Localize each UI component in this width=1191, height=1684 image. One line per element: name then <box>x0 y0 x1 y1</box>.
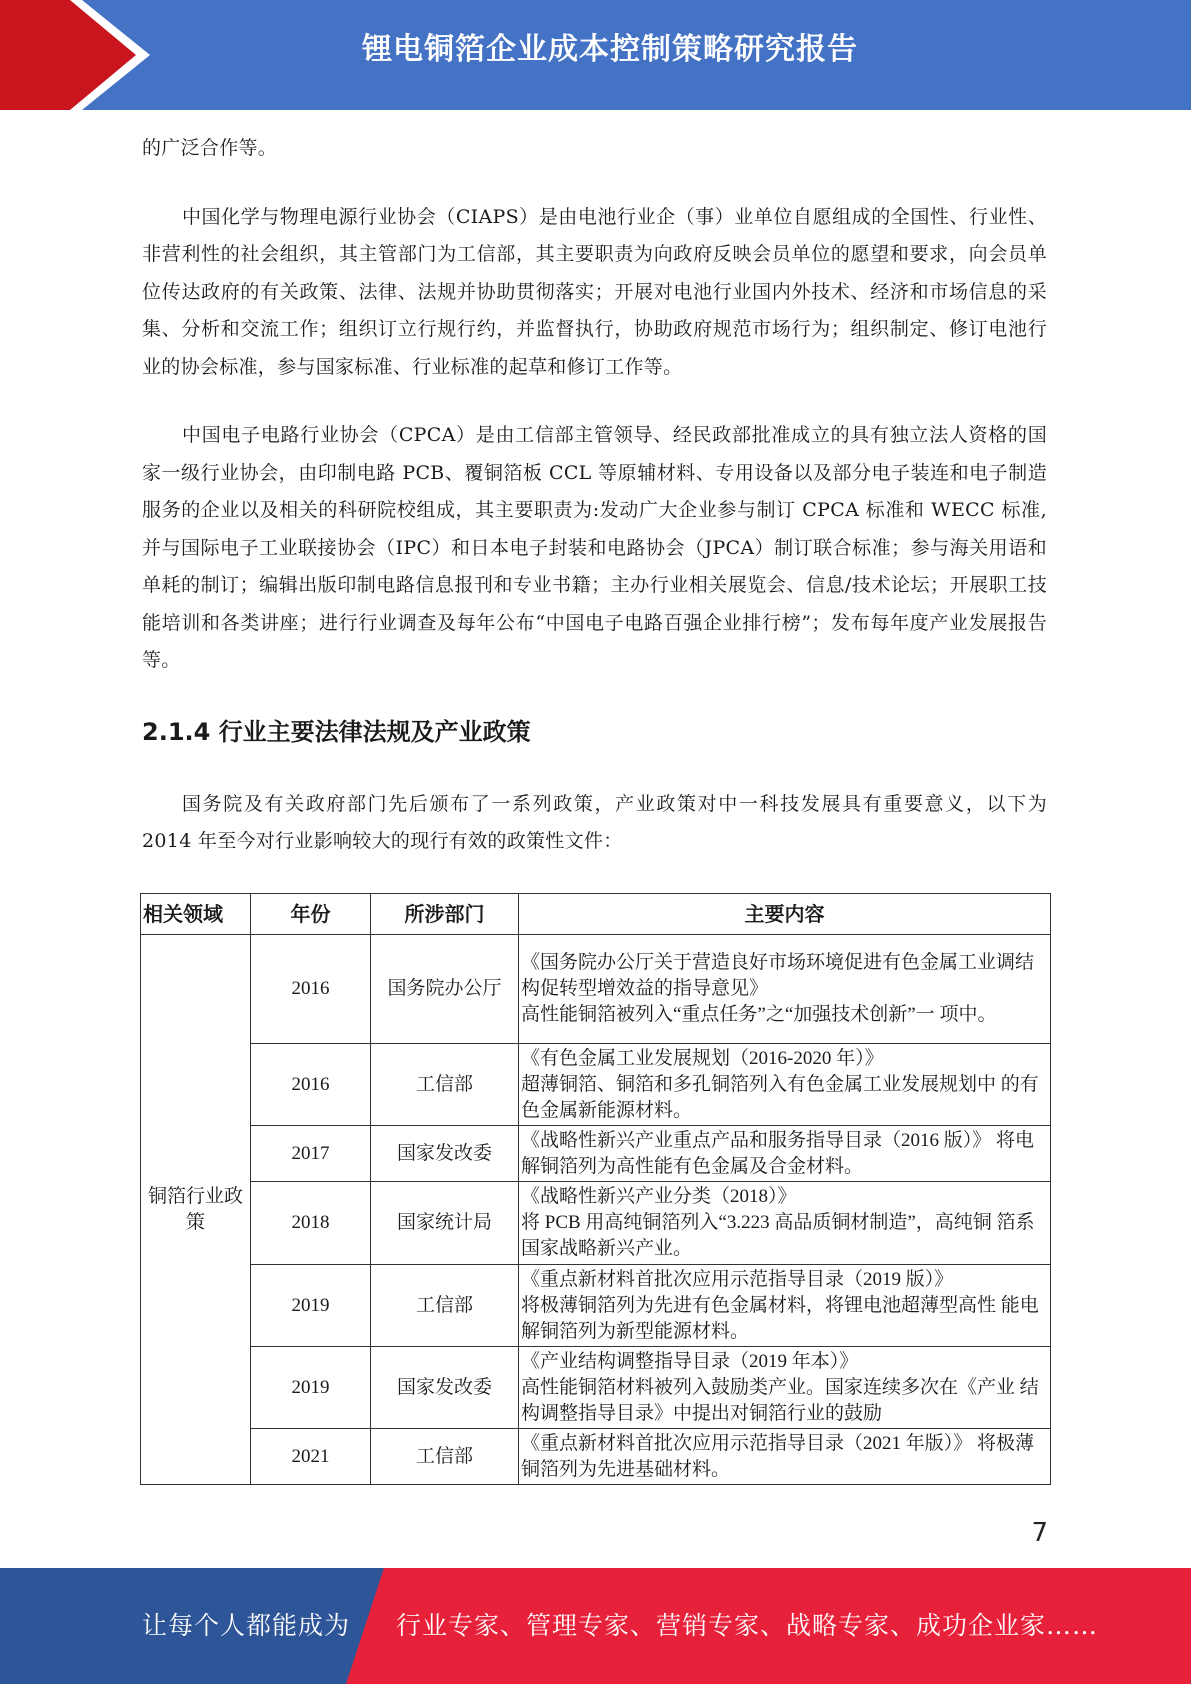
table-row <box>141 1182 1051 1265</box>
year-cell: 2019 <box>251 1265 371 1347</box>
policy-document-title: 《国务院办公厅关于营造良好市场环境促进有色金属工业调结构促转型增效益的指导意见》 <box>521 952 1035 999</box>
content-cell <box>519 1265 1051 1347</box>
header-content: 主要内容 <box>519 894 1051 935</box>
paragraph-ciaps: 中国化学与物理电源行业协会（CIAPS）是由电池行业企（事）业单位自愿组成的全国性、行业性、非营利性的社会组织，其主管部门为工信部，其主要职责为向政府反映会员单位的愿望和要求，向会员单位传达政府的有关政策、法律、法规并协助贯彻落实；开展对电池行业国内外技术、经济和市场信息的采集、分析和交流工作；组织订立行规行约，并监督执行，协助政府规范市场行为；组织制定、修订电池行业的协会标准，参与国家标准、行业标准的起草和修订工作等。 <box>142 205 1047 378</box>
policy-summary: 将 PCB 用高纯铜箔列入“3.223 高品质铜材制造”，高纯铜 箔系国家战略新兴产业。 <box>521 1212 1035 1259</box>
content-cell <box>519 1347 1051 1429</box>
policy-document-title: 《重点新材料首批次应用示范指导目录（2021 年版）》 将极薄铜箔列为先进基础材料。 <box>521 1432 1035 1480</box>
header-domain: 相关领域 <box>141 894 251 935</box>
policy-table <box>140 893 1051 1485</box>
section-heading: 2.1.4 行业主要法律法规及产业政策 <box>142 717 531 746</box>
header-year: 年份 <box>251 894 371 935</box>
department-cell: 国家发改委 <box>371 1126 519 1182</box>
footer-banner <box>0 1568 1191 1684</box>
year-cell: 2019 <box>251 1347 371 1429</box>
table-row <box>141 1347 1051 1429</box>
table-row <box>141 1429 1051 1485</box>
policy-document-title: 《有色金属工业发展规划（2016-2020 年）》 <box>521 1047 884 1069</box>
content-cell <box>519 1126 1051 1182</box>
paragraph-cpca: 中国电子电路行业协会（CPCA）是由工信部主管领导、经民政部批准成立的具有独立法人资格的国家一级行业协会，由印制电路 PCB、覆铜箔板 CCL 等原辅材料、专用设备以及部分电子装连和电子制造服务的企业以及相关的科研院校组成，其主要职责为:发动广大企业参与制订 CPCA 标准和 WECC 标准,并与国际电子工业联接协会（IPC）和日本电子封装和电路协会（JPCA）制订联合标准；参与海关用语和单耗的制订；编辑出版印制电路信息报刊和专业书籍；主办行业相关展览会、信息/技术论坛；开展职工技能培训和各类讲座；进行行业调查及每年公布“中国电子电路百强企业排行榜”；发布每年度产业发展报告等。 <box>142 424 1047 671</box>
year-cell: 2018 <box>251 1182 371 1265</box>
department-cell: 工信部 <box>371 1429 519 1485</box>
policy-summary: 高性能铜箔被列入“重点任务”之“加强技术创新”一 项中。 <box>521 1004 997 1025</box>
policy-summary: 超薄铜箔、铜箔和多孔铜箔列入有色金属工业发展规划中 的有色金属新能源材料。 <box>521 1073 1039 1121</box>
year-cell: 2016 <box>251 1044 371 1126</box>
paragraph-continuation: 的广泛合作等。 <box>142 137 278 159</box>
department-cell: 国家发改委 <box>371 1347 519 1429</box>
footer-slogan-right: 行业专家、管理专家、营销专家、战略专家、成功企业家…… <box>396 1611 1099 1640</box>
domain-label: 铜箔行业政策 <box>147 1185 243 1233</box>
header-banner <box>0 0 1191 110</box>
policy-document-title: 《产业结构调整指导目录（2019 年本）》 <box>521 1350 859 1372</box>
content-cell <box>519 1182 1051 1265</box>
report-title: 锂电铜箔企业成本控制策略研究报告 <box>362 32 858 67</box>
table-row <box>141 935 1051 1044</box>
content-cell <box>519 1429 1051 1485</box>
content-cell <box>519 1044 1051 1126</box>
domain-cell <box>141 935 251 1485</box>
policy-summary: 高性能铜箔材料被列入鼓励类产业。国家连续多次在《产业 结构调整指导目录》中提出对铜箔行业的鼓励 <box>521 1376 1039 1424</box>
table-header-row <box>141 894 1051 935</box>
content-cell <box>519 935 1051 1044</box>
policy-document-title: 《战略性新兴产业分类（2018）》 <box>521 1186 797 1207</box>
table-row <box>141 1126 1051 1182</box>
table-row <box>141 1044 1051 1126</box>
year-cell: 2016 <box>251 935 371 1044</box>
department-cell: 国务院办公厅 <box>371 935 519 1044</box>
footer-slogan-left: 让每个人都能成为 <box>142 1611 351 1640</box>
department-cell: 国家统计局 <box>371 1182 519 1265</box>
main-content <box>142 130 1047 861</box>
year-cell: 2017 <box>251 1126 371 1182</box>
paragraph-policy-intro: 国务院及有关政府部门先后颁布了一系列政策，产业政策对中一科技发展具有重要意义，以下为 2014 年至今对行业影响较大的现行有效的政策性文件： <box>142 792 1047 852</box>
policy-document-title: 《战略性新兴产业重点产品和服务指导目录（2016 版）》 将电解铜箔列为高性能有色金属及合金材料。 <box>521 1129 1035 1177</box>
policy-document-title: 《重点新材料首批次应用示范指导目录（2019 版）》 <box>521 1268 954 1290</box>
year-cell: 2021 <box>251 1429 371 1485</box>
policy-summary: 将极薄铜箔列为先进有色金属材料，将锂电池超薄型高性 能电解铜箔列为新型能源材料。 <box>521 1294 1039 1342</box>
department-cell: 工信部 <box>371 1044 519 1126</box>
department-cell: 工信部 <box>371 1265 519 1347</box>
table-row <box>141 1265 1051 1347</box>
page-number: 7 <box>1031 1518 1048 1548</box>
table-page-cut <box>140 1485 1052 1525</box>
header-department: 所涉部门 <box>371 894 519 935</box>
